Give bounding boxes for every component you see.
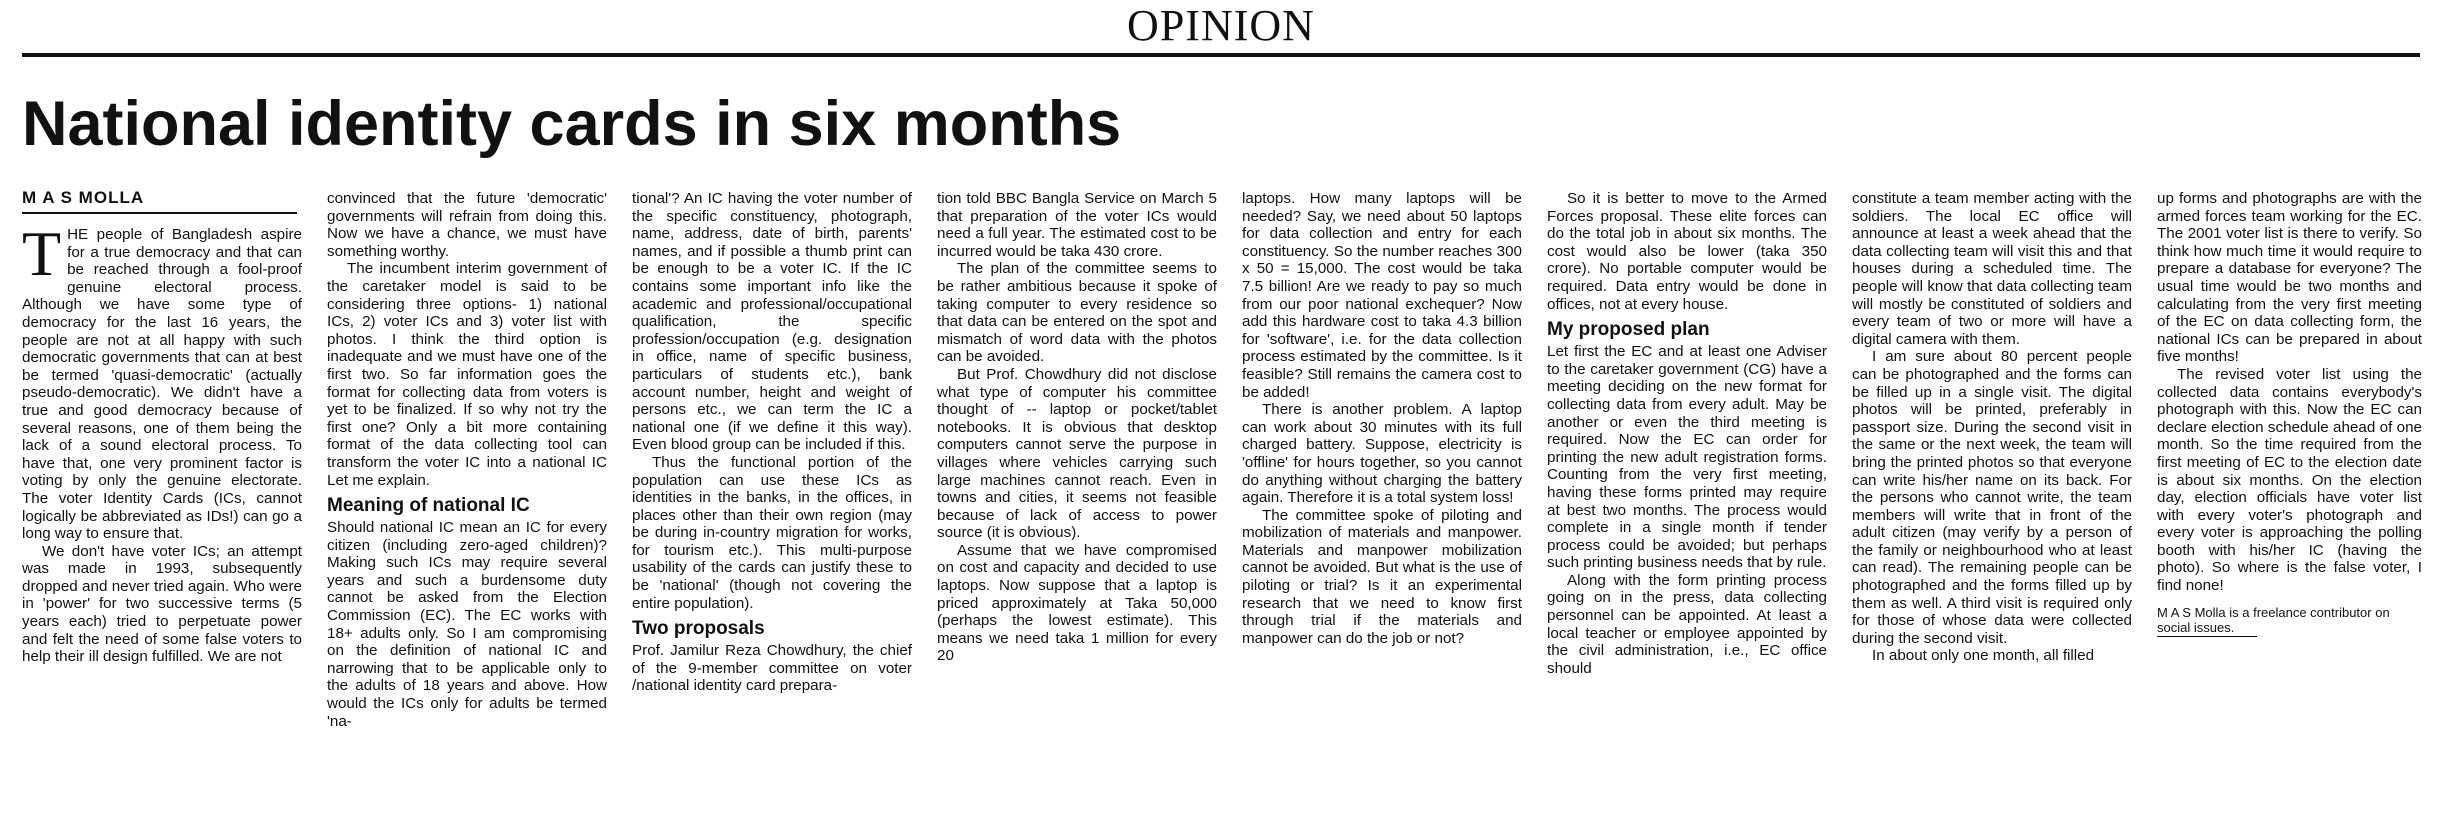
drop-cap: T — [22, 218, 62, 289]
paragraph-text: tion told BBC Bangla Service on March 5 that preparation of the voter ICs would need a full year. The estimated cost to be incurred would be taka 430 crore. — [937, 190, 1217, 260]
article-byline: M A S MOLLA — [22, 188, 145, 207]
paragraph-text: Assume that we have compromised on cost and capacity and decided to use laptops. Now suppose that a laptop is priced approximately at Taka 50,000 (perhaps the lowest estimate). This means we need taka 1 million for every 20 — [937, 541, 1217, 665]
paragraph-text: The revised voter list using the collected data contains everybody's photograph with this. Now the EC can declare election schedule ahead of one month. So the time required from the first meeting of EC to the election date is about six months. On the election day, election officials have voter list with every voter's photograph and every voter is approaching the polling booth with his/her IC (having the photo). So where is the false voter, I find none! — [2157, 365, 2422, 595]
subheading: Two proposals — [632, 618, 765, 640]
paragraph — [22, 218, 302, 543]
paragraph-text: But Prof. Chowdhury did not disclose what type of computer his committee thought of -- laptop or pocket/tablet notebooks. It is obvious that desktop computers cannot serve the purpose in villages where vehicles carrying such large machines cannot reach. Even in towns and cities, it seems not feasible because of lack of access to power source (it is obvious). — [937, 365, 1217, 542]
article-column-2 — [327, 190, 607, 730]
paragraph-text: The plan of the committee seems to be rather ambitious because it spoke of taking computer to every residence so that data can be entered on the spot and mismatch of word data with the photos can be avoided. — [937, 260, 1217, 366]
article-column-7 — [1852, 190, 2132, 665]
paragraph — [1852, 348, 2132, 647]
paragraph — [1852, 190, 2132, 348]
paragraph — [1547, 190, 1827, 313]
paragraph — [327, 260, 607, 489]
paragraph-text: tional'? An IC having the voter number of the specific constituency, photograph, name, address, date of birth, parents' names, and if possible a thumb print can be enough to be a voter IC. If the IC contains some important info like the academic and professional/occupational qualification, the specific profession/occupation (e.g. designation in office, name of specific business, particulars of students etc.), bank account number, height and weight of persons etc., we can term the IC a national one (if we define it this way). Even blood group can be included if this. — [632, 190, 912, 454]
paragraph — [1242, 401, 1522, 507]
paragraph-text: Prof. Jamilur Reza Chowdhury, the chief of the 9-member committee on voter /national identity card prepara- — [632, 642, 912, 695]
paragraph-text: We don't have voter ICs; an attempt was made in 1993, subsequently dropped and never tried again. Who were in 'power' for two successive terms (5 years each) tried to perpetuate power and felt the need of some false voters to help their ill design fulfilled. We are not — [22, 542, 302, 666]
paragraph-text: Along with the form printing process going on in the press, data collecting personnel can be appointed. At least a local teacher or employee appointed by the civil administration, i.e., EC office should — [1547, 571, 1827, 677]
article-column-1 — [22, 218, 302, 816]
paragraph — [632, 454, 912, 612]
paragraph-text: HE people of Bangladesh aspire for a true democracy and that can be reached through a fool-proof genuine electoral process. Although we have some type of democracy for the last 16 years, the people are not at all happy with such democratic governments that can at best be termed 'quasi-democratic' (actually pseudo-democratic). We didn't have a true and good democracy because of several reasons, one of them being the lack of a sound electoral process. To have that, one very prominent factor is voting by only the genuine electorate. The voter Identity Cards (ICs, cannot logically be abbreviated as IDs!) can go a long way to ensure that. — [22, 226, 302, 543]
paragraph-text: The incumbent interim government of the caretaker model is said to be considering three options- 1) national ICs, 2) voter ICs and 3) voter list with photos. I think the third option is inadequate and we must have one of the first two. So far information goes the format for collecting data from voters is yet to be finalized. If so why not try the first one? Only a bit more containing format of the data collecting tool can transform the voter IC into a national IC Let me explain. — [327, 260, 607, 489]
paragraph — [1242, 190, 1522, 401]
author-note: M A S Molla is a freelance contributor on social issues. — [2157, 604, 2390, 635]
paragraph — [327, 190, 607, 260]
subheading: Meaning of national IC — [327, 495, 530, 517]
article-column-4 — [937, 190, 1217, 665]
paragraph — [937, 366, 1217, 542]
paragraph — [937, 190, 1217, 260]
paragraph — [632, 642, 912, 695]
paragraph — [937, 260, 1217, 366]
byline-rule — [22, 212, 297, 214]
paragraph-text: There is another problem. A laptop can work about 30 minutes with its full charged battery. Suppose, electricity is 'offline' for hours together, so you cannot do anything without charging the battery again. Therefore it is a total system loss! — [1242, 401, 1522, 507]
paragraph-text: In about only one month, all filled — [1872, 647, 2095, 665]
subheading: My proposed plan — [1547, 319, 1710, 341]
paragraph — [1852, 647, 2132, 665]
paragraph-text: laptops. How many laptops will be needed? Say, we need about 50 laptops for data collection and entry for each constituency. So the number reaches 300 x 50 = 15,000. The cost would be taka 7.5 billion! Are we ready to pay so much from our poor national exchequer? Now add this hardware cost to taka 4.3 billion for 'software', i.e. for the data collection process estimated by the committee. Is it feasible? Still remains the camera cost to be added! — [1242, 190, 1522, 401]
paragraph — [937, 542, 1217, 665]
paragraph — [632, 190, 912, 454]
article-column-8 — [2157, 190, 2422, 637]
paragraph — [1547, 572, 1827, 678]
article-column-6 — [1547, 190, 1827, 677]
paragraph — [327, 519, 607, 730]
paragraph-text: constitute a team member acting with the soldiers. The local EC office will announce at least a week ahead that the data collecting team will visit this and that houses during a scheduled time. The people will know that data collecting team will mostly be constituted of soldiers and every team of two or more will have a digital camera with them. — [1852, 190, 2132, 348]
paragraph-text: I am sure about 80 percent people can be photographed and the forms can be filled up in a single visit. The digital photos will be printed, preferably in passport size. During the second visit in the same or the next week, the team will bring the printed photos so that everyone can write his/her name on its back. For the persons who cannot write, the team members will write that in front of the adult citizen (may verify by a person of the family or neighbourhood who at least can read). The remaining people can be photographed and the forms filled up by them as well. A third visit is required only for those of whose data were collected during the second visit. — [1852, 348, 2132, 647]
paragraph — [1547, 343, 1827, 572]
section-header — [0, 0, 2442, 52]
paragraph — [2157, 190, 2422, 366]
article-column-5 — [1242, 190, 1522, 647]
paragraph-text: Should national IC mean an IC for every citizen (including zero-aged children)? Making such ICs may require several years and such a burdensome duty cannot be asked from the Election Commission (EC). The EC works with 18+ adults only. So I am compromising on the definition of national IC and narrowing that to be applicable only to the adults of 18 years and above. How would the ICs only for adults be termed 'na- — [327, 519, 607, 730]
article-headline: National identity cards in six months — [22, 89, 1122, 159]
paragraph-text: Let first the EC and at least one Adviser to the caretaker government (CG) have a meeting deciding on the new format for collecting data from every adult. May be another or even the third meeting is required. Now the EC can order for printing the new adult registration forms. Counting from the very first meeting, having these forms printed may require at best two months. The process would complete in a single month if tender process could be avoided; but perhaps such printing business needs that by rule. — [1547, 343, 1827, 572]
paragraph-text: So it is better to move to the Armed Forces proposal. These elite forces can do the total job in about six months. The cost would also be lower (taka 350 crore). No portable computer would be required. Data entry would be done in offices, not at every house. — [1547, 190, 1827, 313]
paragraph-text: Thus the functional portion of the population can use these ICs as identities in the banks, in the offices, in places other than their own region (may be during in-country migration for works, for tourism etc.). This multi-purpose usability of the cards can justify these to be 'national' (though not covering the entire population). — [632, 453, 912, 612]
paragraph — [22, 543, 302, 666]
paragraph-text: The committee spoke of piloting and mobilization of materials and manpower. Materials and manpower mobilization cannot be avoided. But what is the use of piloting or trial? Is it an experimental research that we need to know first through trial if the materials and manpower can do the job or not? — [1242, 506, 1522, 647]
section-title: OPINION — [1127, 1, 1315, 50]
article-column-3 — [632, 190, 912, 695]
section-rule — [22, 53, 2420, 57]
paragraph — [2157, 366, 2422, 595]
paragraph-text: convinced that the future 'democratic' governments will refrain from doing this. Now we have a chance, we must have something worthy. — [327, 190, 607, 260]
author-note-rule — [2157, 636, 2257, 637]
paragraph — [1242, 507, 1522, 648]
paragraph-text: up forms and photographs are with the armed forces team working for the EC. The 2001 voter list is there to verify. So think how much time it would require to prepare a database for everyone? The usual time would be two months and calculating from the very first meeting of the EC on data collecting form, the national ICs can be prepared in about five months! — [2157, 190, 2422, 366]
